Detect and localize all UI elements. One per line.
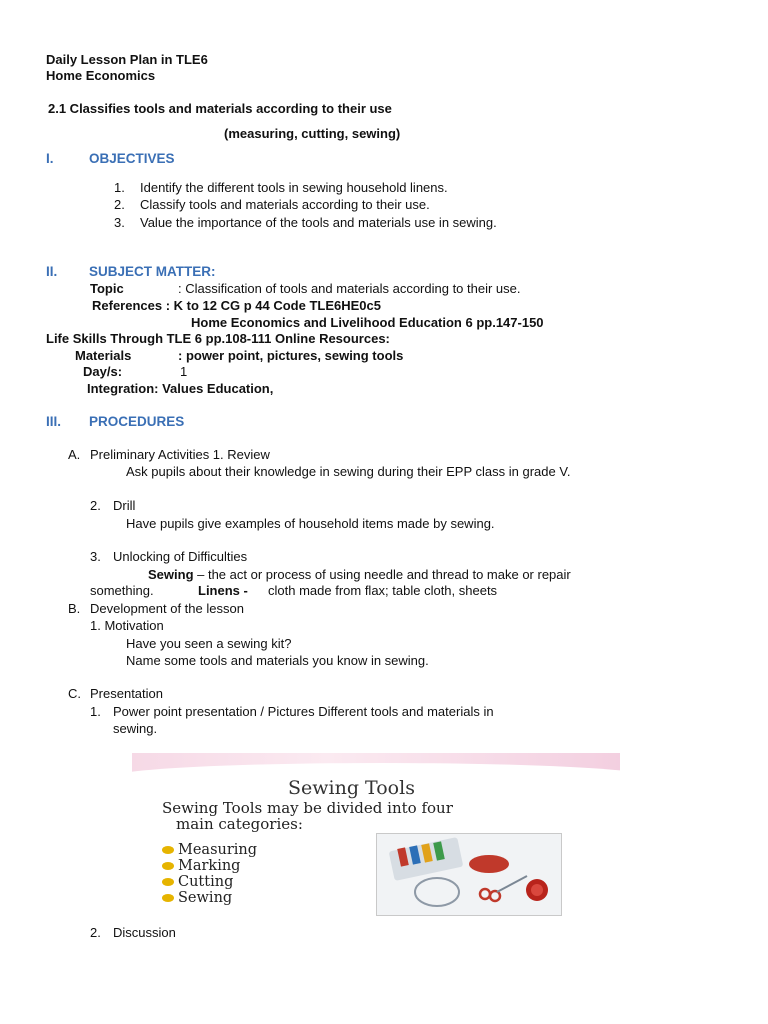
bullet-icon bbox=[162, 894, 174, 902]
slide-list-item: Cutting bbox=[162, 874, 233, 890]
days-label: Day/s: bbox=[83, 364, 123, 379]
presentation-text-cont: sewing. bbox=[113, 721, 158, 736]
doc-subtitle: Home Economics bbox=[46, 68, 156, 83]
references-label: References : K to 12 CG p 44 Code TLE6HE0c5 bbox=[92, 298, 381, 313]
section-a-letter: A. bbox=[68, 447, 81, 462]
materials-value: : power point, pictures, sewing tools bbox=[178, 348, 404, 363]
drill-label: Drill bbox=[113, 498, 136, 513]
section-b-letter: B. bbox=[68, 601, 81, 616]
unlock-number: 3. bbox=[90, 549, 101, 564]
presentation-number: 1. bbox=[90, 704, 101, 719]
drill-detail: Have pupils give examples of household items made by sewing. bbox=[126, 516, 495, 531]
competency-line: 2.1 Classifies tools and materials according to their use bbox=[48, 101, 392, 116]
sewing-kit-photo bbox=[376, 833, 562, 916]
references-line3: Life Skills Through TLE 6 pp.108-111 Online Resources: bbox=[46, 331, 390, 346]
objectives-heading: OBJECTIVES bbox=[89, 151, 175, 166]
motivation-q1: Have you seen a sewing kit? bbox=[126, 636, 292, 651]
discussion-number: 2. bbox=[90, 925, 101, 940]
objectives-numeral: I. bbox=[46, 151, 54, 166]
slide-list-item: Measuring bbox=[162, 842, 257, 858]
objective-number: 2. bbox=[114, 197, 125, 212]
slide-title: Sewing Tools bbox=[288, 777, 415, 799]
section-b-text: Development of the lesson bbox=[90, 601, 244, 616]
objective-item: Classify tools and materials according to their use. bbox=[140, 197, 430, 212]
sewing-tools-slide-image bbox=[132, 753, 620, 916]
subject-heading: SUBJECT MATTER: bbox=[89, 264, 216, 279]
topic-value: : Classification of tools and materials according to their use. bbox=[178, 281, 521, 296]
slide-subtitle: Sewing Tools may be divided into four bbox=[162, 799, 453, 817]
sewing-def: – the act or process of using needle and thread to make or repair bbox=[193, 567, 571, 582]
section-c-text: Presentation bbox=[90, 686, 163, 701]
bullet-icon bbox=[162, 862, 174, 870]
section-a-text: Preliminary Activities 1. Review bbox=[90, 447, 270, 462]
objective-number: 1. bbox=[114, 180, 125, 195]
unlock-label: Unlocking of Difficulties bbox=[113, 549, 248, 564]
materials-label: Materials bbox=[75, 348, 132, 363]
review-detail: Ask pupils about their knowledge in sewing during their EPP class in grade V. bbox=[126, 464, 571, 479]
discussion-label: Discussion bbox=[113, 925, 176, 940]
competency-subline: (measuring, cutting, sewing) bbox=[224, 126, 401, 141]
objective-item: Identify the different tools in sewing household linens. bbox=[140, 180, 448, 195]
section-c-letter: C. bbox=[68, 686, 81, 701]
linens-def: cloth made from flax; table cloth, sheets bbox=[268, 583, 498, 598]
objective-item: Value the importance of the tools and materials use in sewing. bbox=[140, 215, 497, 230]
presentation-text: Power point presentation / Pictures Different tools and materials in bbox=[113, 704, 494, 719]
motivation-label: 1. Motivation bbox=[90, 618, 164, 633]
sewing-definition bbox=[148, 567, 571, 583]
motivation-q2: Name some tools and materials you know in sewing. bbox=[126, 653, 429, 668]
bullet-icon bbox=[162, 878, 174, 886]
references-line2: Home Economics and Livelihood Education 6 pp.147-150 bbox=[191, 315, 544, 330]
subject-numeral: II. bbox=[46, 264, 58, 279]
drill-number: 2. bbox=[90, 498, 101, 513]
slide-subtitle-cont: main categories: bbox=[176, 815, 303, 833]
days-value: 1 bbox=[180, 364, 188, 379]
topic-label: Topic bbox=[90, 281, 124, 296]
slide-list-item: Marking bbox=[162, 858, 240, 874]
linens-term: Linens - bbox=[198, 583, 248, 598]
sewing-term: Sewing bbox=[148, 567, 194, 582]
integration-line: Integration: Values Education, bbox=[87, 381, 274, 396]
doc-title: Daily Lesson Plan in TLE6 bbox=[46, 52, 208, 67]
objective-number: 3. bbox=[114, 215, 125, 230]
procedures-numeral: III. bbox=[46, 414, 62, 429]
sewing-def-cont: something. bbox=[90, 583, 154, 598]
slide-list-item: Sewing bbox=[162, 890, 232, 906]
procedures-heading: PROCEDURES bbox=[89, 414, 185, 429]
bullet-icon bbox=[162, 846, 174, 854]
sewing-kit-illustration bbox=[377, 834, 561, 915]
